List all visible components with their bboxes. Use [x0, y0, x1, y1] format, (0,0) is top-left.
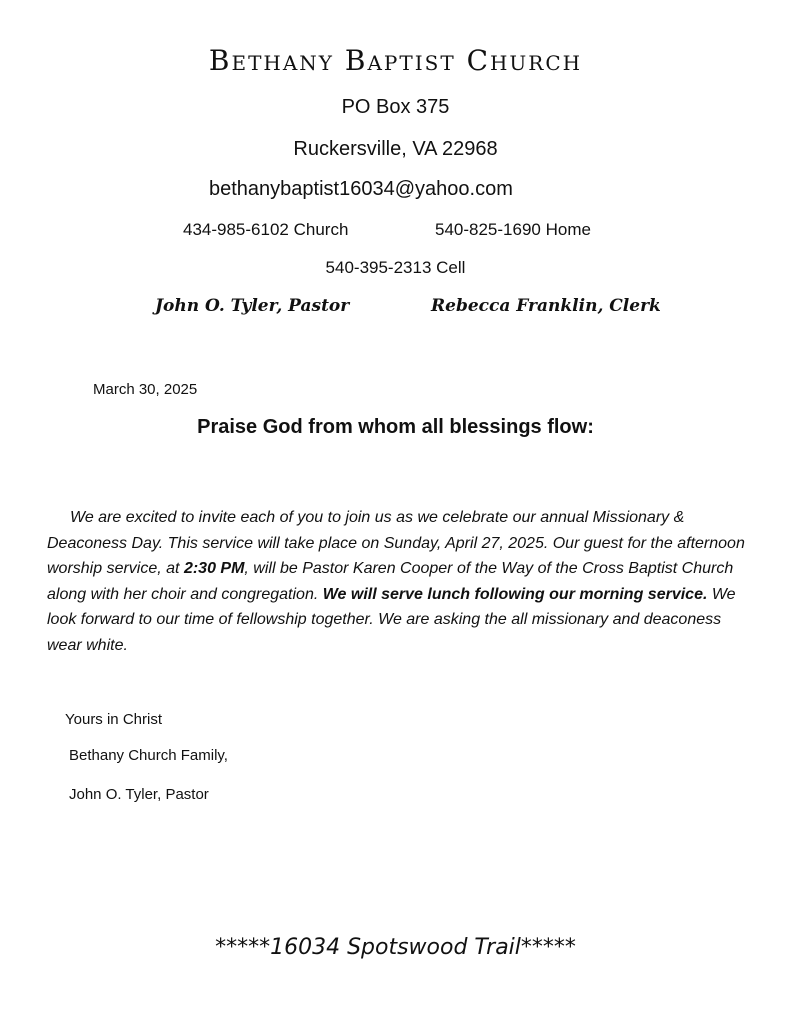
church-name: Bethany Baptist Church [208, 44, 583, 77]
body-part-2: , will be Pastor Karen Cooper of the Way of the Cross Baptist Church along with her choir and congregation. [47, 560, 734, 603]
closing-family: Bethany Church Family, [69, 747, 228, 764]
letter-headline: Praise God from whom all blessings flow: [197, 416, 594, 438]
lunch-note: We will serve lunch following our morning service. [322, 585, 708, 603]
clerk-signature: Rebecca Franklin, Clerk [431, 296, 661, 316]
phone-cell: 540-395-2313 Cell [325, 258, 466, 277]
phone-home: 540-825-1690 Home [435, 220, 591, 239]
closing: Yours in Christ [65, 711, 162, 728]
closing-signer: John O. Tyler, Pastor [69, 786, 209, 803]
footer-address: *****16034 Spotswood Trail***** [215, 935, 576, 960]
body-part-1: We are excited to invite each of you to join us as we celebrate our annual Missionary & Deaconess Day. This service will take place on Sunday, April 27, 2025. Our guest for the afternoon worship service, at [47, 509, 745, 577]
body-part-3: We look forward to our time of fellowship together. We are asking the all missionary and deaconess wear white. [47, 585, 736, 654]
po-box: PO Box 375 [341, 96, 450, 118]
city-state-zip: Ruckersville, VA 22968 [293, 138, 498, 160]
email-address: bethanybaptist16034@yahoo.com [209, 178, 513, 200]
letter-date: March 30, 2025 [93, 381, 198, 398]
letter-body [47, 505, 752, 658]
phone-church: 434-985-6102 Church [183, 220, 349, 239]
pastor-signature: John O. Tyler, Pastor [155, 296, 350, 316]
service-time: 2:30 PM [183, 560, 245, 577]
